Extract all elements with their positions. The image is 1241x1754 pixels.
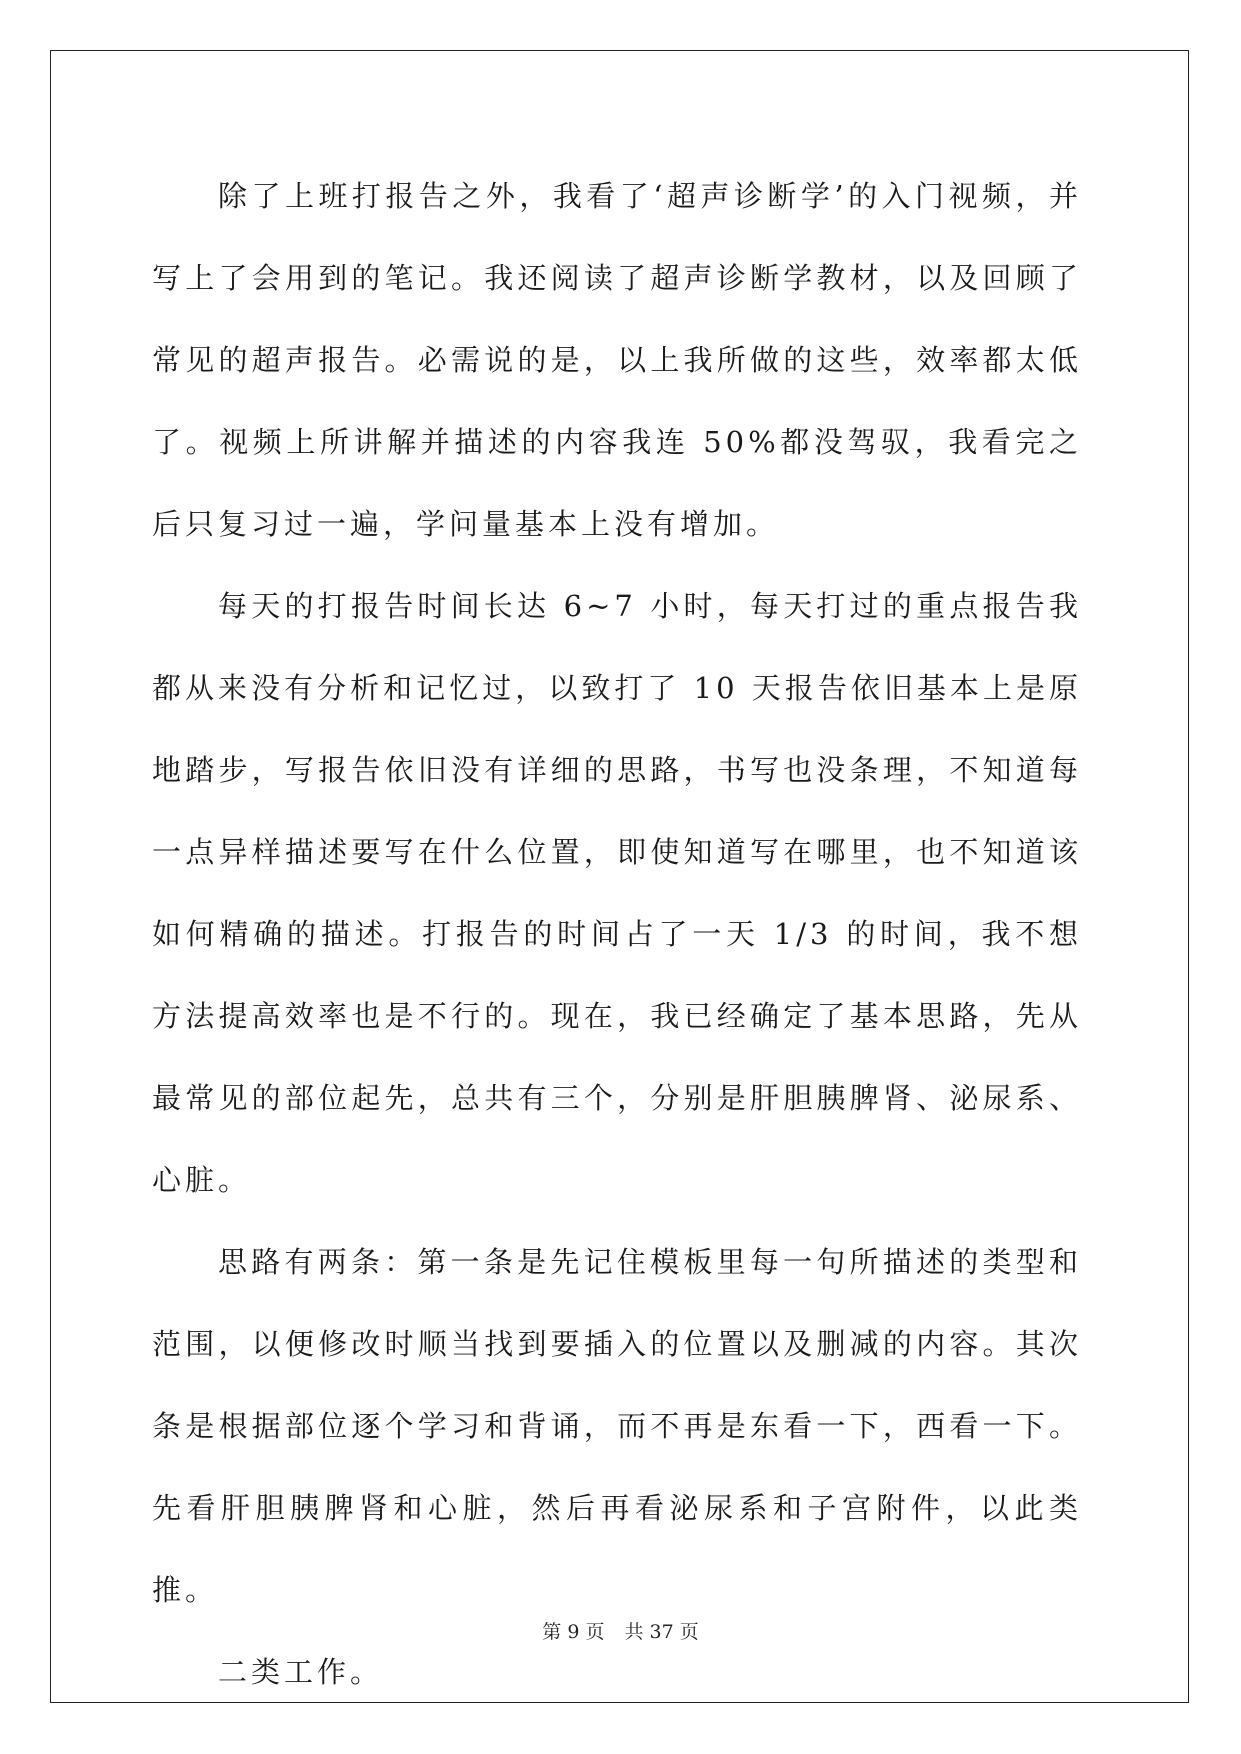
document-body [152, 155, 1082, 1713]
page-total: 共 37 页 [624, 1621, 699, 1643]
paragraph-1: 除了上班打报告之外，我看了‘超声诊断学’的入门视频，并写上了会用到的笔记。我还阅读了超声诊断学教材，以及回顾了常见的超声报告。必需说的是，以上我所做的这些，效率都太低了。视频上所讲解并描述的内容我连 50%都没驾驭，我看完之后只复习过一遍，学问量基本上没有增加。 [152, 179, 1082, 541]
paragraph-3: 思路有两条：第一条是先记住模板里每一句所描述的类型和范围，以便修改时顺当找到要插入的位置以及删减的内容。其次条是根据部位逐个学习和背诵，而不再是东看一下，西看一下。先看肝胆胰脾肾和心脏，然后再看泌尿系和子宫附件，以此类推。 [152, 1245, 1082, 1607]
paragraph-2: 每天的打报告时间长达 6~7 小时，每天打过的重点报告我都从来没有分析和记忆过，以致打了 10 天报告依旧基本上是原地踏步，写报告依旧没有详细的思路，书写也没条理，不知道每一点异样描述要写在什么位置，即使知道写在哪里，也不知道该如何精确的描述。打报告的时间占了一天 1/3 的时间，我不想方法提高效率也是不行的。现在，我已经确定了基本思路，先从最常见的部位起先，总共有三个，分别是肝胆胰脾肾、泌尿系、心脏。 [152, 589, 1082, 1197]
page-number: 第 9 页 [542, 1621, 605, 1643]
page-footer [0, 1620, 1241, 1644]
paragraph-4: 二类工作。 [218, 1655, 384, 1689]
